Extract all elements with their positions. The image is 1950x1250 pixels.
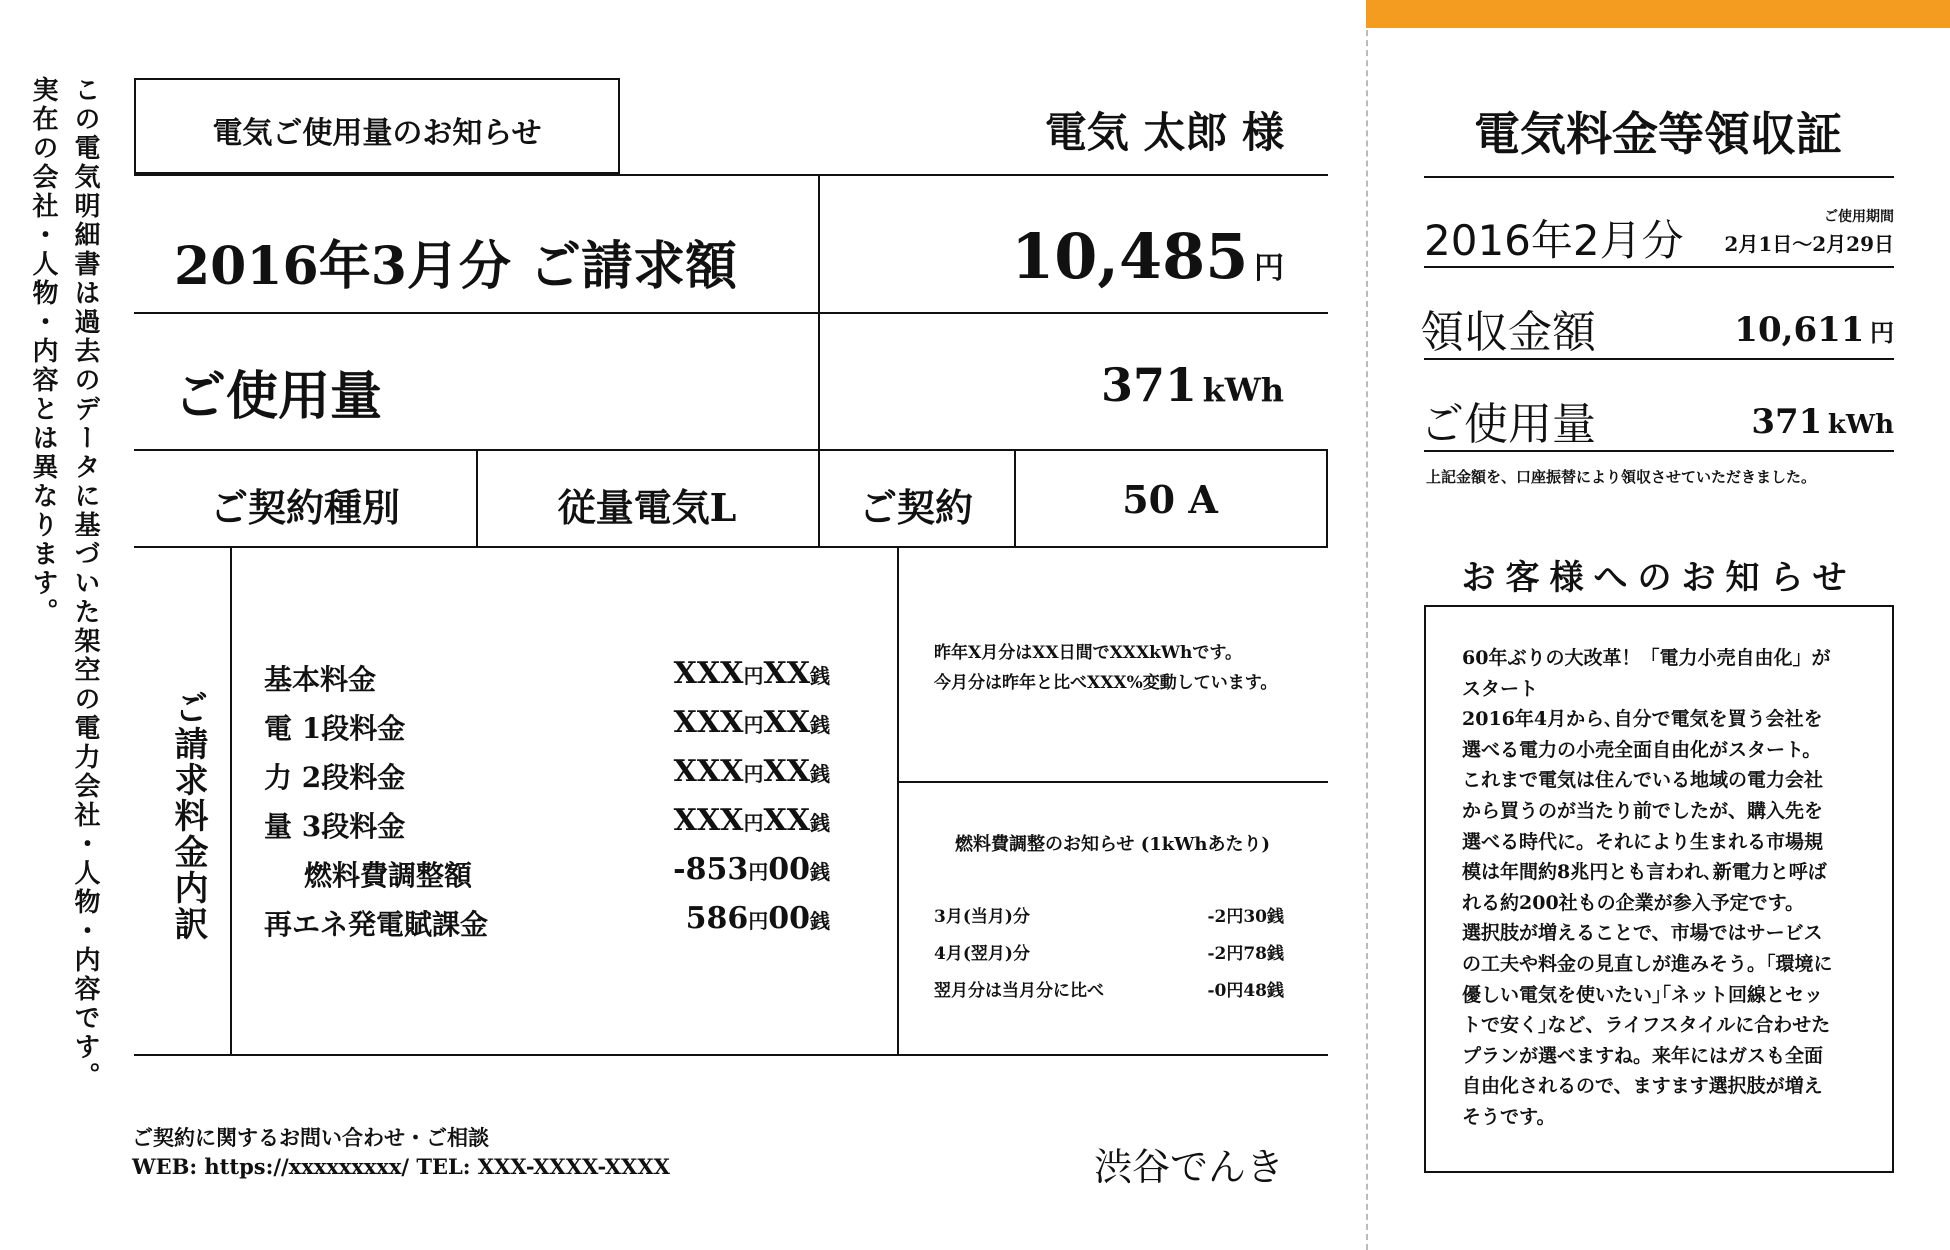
rule	[1424, 450, 1894, 452]
fuel-row-value: -0円48銭	[1207, 981, 1284, 1001]
notice-line: 選べる時代に。それにより生まれる市場規	[1462, 830, 1824, 853]
notice-line: 60年ぶりの大改革！「電力小売自由化」が	[1462, 647, 1831, 669]
receipt-usage-value: 371	[1751, 402, 1823, 442]
receipt-note: 上記金額を、口座振替により領収させていただきました。	[1426, 468, 1817, 486]
comparison-line-1: 昨年X月分はXX日間でXXXkWhです。	[934, 643, 1243, 663]
fuel-row-label: 翌月分は当月分に比べ	[934, 981, 1104, 1001]
rule	[897, 546, 899, 1056]
rule	[134, 449, 1328, 451]
disclaimer-line-2: 実在の会社・人物・内容とは異なります。	[28, 76, 58, 627]
receipt-period-range: 2月1日〜2月29日	[1724, 232, 1894, 256]
usage-unit: kWh	[1202, 371, 1284, 409]
charge-label: 再エネ発電賦課金	[264, 908, 489, 941]
notice-line: プランが選べますね。来年にはガスも全面	[1462, 1044, 1824, 1067]
notice-box	[1424, 605, 1894, 1173]
notice-line: そうです。	[1462, 1105, 1556, 1128]
billing-amount	[900, 220, 1284, 293]
notice-line: から買うのが当たり前でしたが、購入先を	[1462, 799, 1824, 822]
notice-line: の工夫や料金の見直しが進みそう。｢環境に	[1462, 952, 1833, 975]
notice-line: 模は年間約8兆円とも言われ､新電力と呼ば	[1462, 861, 1827, 884]
notice-line: れる約200社もの企業が参入予定です。	[1462, 891, 1805, 914]
bill-title: 電気ご使用量のお知らせ	[212, 116, 542, 151]
charge-value: XXX円XX銭	[673, 754, 830, 789]
receipt-usage-unit: kWh	[1827, 410, 1894, 440]
comparison-line-2: 今月分は昨年と比べXXX%変動しています。	[934, 673, 1278, 693]
notice-line: トで安く｣など、ライフスタイルに合わせた	[1462, 1014, 1831, 1037]
rule	[134, 174, 1328, 176]
contract-type-label: ご契約種別	[209, 485, 400, 530]
usage-label: ご使用量	[174, 366, 383, 427]
rule	[897, 781, 1328, 783]
fuel-row-value: -2円78銭	[1207, 944, 1284, 964]
charge-label: 電 1段料金	[264, 712, 406, 745]
charge-value: 586円00銭	[685, 901, 830, 936]
notice-line: 優しい電気を使いたい｣｢ネット回線とセッ	[1462, 983, 1824, 1006]
charge-label: 量 3段料金	[264, 810, 406, 843]
rule	[230, 546, 232, 1056]
receipt-title: 電気料金等領収証	[1474, 107, 1842, 161]
charge-value: XXX円XX銭	[673, 705, 830, 740]
billing-amount-unit: 円	[1254, 251, 1284, 286]
notice-line: 自由化されるので、ますます選択肢が増え	[1462, 1075, 1823, 1098]
rule	[134, 312, 1328, 314]
contract-label: ご契約	[858, 485, 973, 530]
fuel-row-value: -2円30銭	[1207, 907, 1284, 927]
fuel-title: 燃料費調整のお知らせ (1kWhあたり)	[954, 834, 1271, 855]
rule	[1326, 449, 1328, 548]
rule	[1424, 176, 1894, 178]
rule	[1424, 358, 1894, 360]
receipt-amount	[1650, 310, 1894, 350]
charge-label: 力 2段料金	[264, 761, 406, 794]
usage-amount	[900, 358, 1284, 412]
company-name: 渋谷でんき	[1093, 1145, 1284, 1189]
breakdown-label: ご請求料金内訳	[168, 690, 208, 942]
contract-value: 50 A	[1122, 477, 1218, 522]
charge-value: -853円00銭	[673, 852, 830, 887]
notice-line: 選択肢が増えることで、市場ではサービス	[1462, 922, 1823, 945]
contact-line-1: ご契約に関するお問い合わせ・ご相談	[132, 1125, 489, 1150]
receipt-period-month: 2016年2月分	[1424, 216, 1684, 265]
receipt-amount-unit: 円	[1870, 318, 1894, 347]
notice-line: 選べる電力の小売全面自由化がスタート。	[1462, 738, 1822, 761]
usage-value: 371	[1101, 358, 1198, 412]
billing-amount-label: 2016年3月分 ご請求額	[174, 236, 738, 297]
charge-value: XXX円XX銭	[673, 656, 830, 691]
charge-label: 燃料費調整額	[304, 859, 473, 892]
rule	[134, 546, 1328, 548]
charge-label: 基本料金	[264, 663, 377, 696]
rule	[1424, 266, 1894, 268]
receipt-usage	[1650, 402, 1894, 442]
fuel-row-label: 3月(当月)分	[934, 907, 1030, 927]
receipt-amount-label: 領収金額	[1420, 307, 1596, 358]
notice-title: お客様へのお知らせ	[1461, 558, 1857, 598]
rule	[134, 1054, 1328, 1056]
notice-line: これまで電気は住んでいる地域の電力会社	[1462, 769, 1824, 792]
perforation-line	[1366, 0, 1368, 1250]
customer-name: 電気 太郎 様	[1044, 108, 1284, 157]
notice-line: 2016年4月から､自分で電気を買う会社を	[1462, 708, 1823, 731]
receipt-period-label: ご使用期間	[1824, 209, 1894, 225]
contract-type-value: 従量電気L	[557, 485, 737, 530]
billing-amount-value: 10,485	[1011, 220, 1249, 293]
charge-value: XXX円XX銭	[673, 803, 830, 838]
fuel-row-label: 4月(翌月)分	[934, 944, 1030, 964]
contact-line-2: WEB: https://xxxxxxxxx/ TEL: XXX-XXXX-XXXX	[132, 1154, 670, 1179]
accent-bar	[1366, 0, 1950, 28]
receipt-amount-value: 10,611	[1734, 310, 1865, 350]
receipt-usage-label: ご使用量	[1420, 399, 1596, 450]
disclaimer-line-1: この電気明細書は過去のデータに基づいた架空の電力会社・人物・内容です。	[70, 76, 100, 1091]
notice-line: スタート	[1462, 677, 1539, 700]
